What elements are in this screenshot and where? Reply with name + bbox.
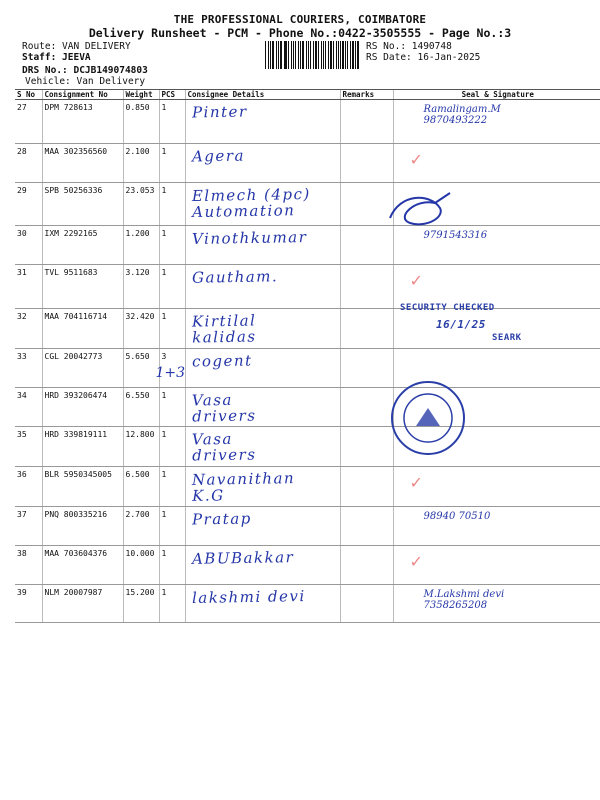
cell-consignment: CGL 20042773 (42, 349, 123, 388)
barcode-bar (340, 41, 341, 69)
consignee-handwriting: Elmech (4pc) Automation (191, 184, 311, 222)
cell-weight: 6.500 (123, 467, 159, 507)
cell-consignee (185, 226, 340, 265)
pcs-value: 1 (161, 186, 167, 195)
consignee-handwriting: Navanithan K.G (191, 469, 295, 505)
cell-consignee (185, 265, 340, 309)
cell-remarks (340, 349, 393, 388)
cell-consignee (185, 507, 340, 546)
round-seal (388, 378, 468, 458)
scribble-signature (385, 188, 455, 233)
barcode-bar (291, 41, 292, 69)
barcode-bar (357, 41, 358, 69)
stamp-date: 16/1/25 (436, 318, 486, 331)
cell-weight: 1.200 (123, 226, 159, 265)
cell-weight: 32.420 (123, 309, 159, 349)
rs-date: RS Date: 16-Jan-2025 (366, 52, 481, 63)
cell-sno: 33 (15, 349, 42, 388)
barcode-bar (342, 41, 343, 69)
cell-consignee (185, 546, 340, 585)
cell-remarks (340, 388, 393, 427)
pcs-value: 1 (161, 391, 167, 400)
col-signature: Seal & Signature (393, 90, 600, 100)
consignee-handwriting: Vasa drivers (191, 429, 257, 465)
consignee-handwriting: Vasa drivers (191, 390, 257, 426)
consignee-handwriting: Pratap (191, 509, 252, 529)
barcode-bar (306, 41, 307, 69)
cell-consignee (185, 585, 340, 623)
cell-signature (393, 100, 600, 144)
barcode-bar (347, 41, 348, 69)
cell-pcs (159, 467, 185, 507)
cell-pcs (159, 183, 185, 226)
col-consignment: Consignment No (42, 90, 123, 100)
rs-number: RS No.: 1490748 (366, 41, 452, 52)
table-row (15, 183, 600, 226)
col-consignee: Consignee Details (185, 90, 340, 100)
barcode-bar (318, 41, 319, 69)
barcode-bar (336, 41, 337, 69)
tick-mark-icon: ✓ (409, 150, 423, 169)
cell-sno: 34 (15, 388, 42, 427)
pcs-value: 1 (161, 312, 167, 321)
table-row (15, 349, 600, 388)
cell-weight: 0.850 (123, 100, 159, 144)
barcode-bar (298, 41, 299, 69)
consignee-handwriting: Kirtilal kalidas (191, 311, 257, 347)
cell-signature (393, 144, 600, 183)
cell-pcs (159, 388, 185, 427)
cell-consignment: IXM 2292165 (42, 226, 123, 265)
cell-signature (393, 585, 600, 623)
cell-remarks (340, 507, 393, 546)
col-weight: Weight (123, 90, 159, 100)
table-row (15, 427, 600, 467)
cell-signature (393, 507, 600, 546)
barcode-bar (323, 41, 324, 69)
barcode-bar (328, 41, 329, 69)
tick-mark-icon: ✓ (409, 473, 423, 492)
cell-weight: 23.053 (123, 183, 159, 226)
cell-consignment: HRD 393206474 (42, 388, 123, 427)
cell-sno: 31 (15, 265, 42, 309)
cell-consignment: MAA 704116714 (42, 309, 123, 349)
barcode-bar (295, 41, 296, 69)
cell-weight: 12.800 (123, 427, 159, 467)
pcs-value: 1 (161, 470, 167, 479)
table-row (15, 265, 600, 309)
barcode-bar (284, 41, 285, 69)
cell-weight: 2.700 (123, 507, 159, 546)
tick-mark-icon: ✓ (409, 552, 423, 571)
pcs-value: 1 (161, 103, 167, 112)
cell-pcs (159, 265, 185, 309)
barcode-bar (272, 41, 274, 69)
consignee-handwriting: cogent (191, 351, 253, 371)
barcode-bar (278, 41, 279, 69)
barcode-bar (268, 41, 269, 69)
cell-sno: 27 (15, 100, 42, 144)
col-remarks: Remarks (340, 90, 393, 100)
cell-signature (393, 265, 600, 309)
cell-sno: 35 (15, 427, 42, 467)
consignee-handwriting: Vinothkumar (191, 227, 307, 249)
cell-consignment: TVL 9511683 (42, 265, 123, 309)
cell-sno: 39 (15, 585, 42, 623)
cell-pcs (159, 309, 185, 349)
cell-sno: 36 (15, 467, 42, 507)
barcode-bar (302, 41, 304, 69)
drs-label: DRS No.: DCJB149074803 (22, 65, 148, 76)
barcode (265, 41, 360, 69)
table-row (15, 507, 600, 546)
company-name: THE PROFESSIONAL COURIERS, COIMBATORE (173, 13, 427, 26)
consignee-handwriting: Gautham. (191, 267, 278, 287)
barcode-bar (293, 41, 294, 69)
cell-pcs (159, 507, 185, 546)
cell-signature (393, 546, 600, 585)
cell-consignment: DPM 728613 (42, 100, 123, 144)
consignee-handwriting: lakshmi devi (191, 587, 306, 607)
cell-consignee (185, 144, 340, 183)
cell-consignee (185, 183, 340, 226)
cell-pcs (159, 226, 185, 265)
pcs-value: 1 (161, 549, 167, 558)
table-row (15, 144, 600, 183)
signature-handwriting: 9791543316 (423, 230, 488, 241)
cell-pcs (159, 427, 185, 467)
barcode-bar (333, 41, 334, 69)
cell-pcs (159, 100, 185, 144)
cell-sno: 32 (15, 309, 42, 349)
barcode-bar (330, 41, 332, 69)
pcs-value: 1 (161, 510, 167, 519)
barcode-bar (321, 41, 322, 69)
signature-handwriting: 98940 70510 (423, 511, 491, 522)
cell-remarks (340, 546, 393, 585)
pcs-handwritten-note: 1+3 (155, 365, 186, 381)
barcode-bar (345, 41, 346, 69)
cell-consignment: NLM 20007987 (42, 585, 123, 623)
pcs-value: 1 (161, 268, 167, 277)
barcode-bar (280, 41, 281, 69)
stamp-code: SEARK (492, 333, 522, 343)
col-sno: S No (15, 90, 42, 100)
consignee-handwriting: Pinter (191, 102, 248, 122)
table-row (15, 388, 600, 427)
barcode-bar (308, 41, 309, 69)
cell-pcs (155, 349, 186, 388)
cell-consignment: MAA 703604376 (42, 546, 123, 585)
table-row (15, 100, 600, 144)
pcs-value: 1 (161, 229, 167, 238)
cell-sno: 38 (15, 546, 42, 585)
cell-pcs (159, 546, 185, 585)
route-label: Route: VAN DELIVERY (22, 41, 131, 52)
cell-remarks (340, 309, 393, 349)
consignee-handwriting: Agera (191, 146, 245, 166)
table-row (15, 226, 600, 265)
cell-weight: 10.000 (123, 546, 159, 585)
barcode-bar (350, 41, 351, 69)
cell-weight: 5.650 (123, 349, 159, 388)
barcode-bar (270, 41, 271, 69)
cell-consignment: BLR 5950345005 (42, 467, 123, 507)
staff-label: Staff: JEEVA (22, 52, 91, 63)
cell-remarks (340, 585, 393, 623)
cell-pcs (159, 144, 185, 183)
barcode-bar (288, 41, 289, 69)
cell-remarks (340, 100, 393, 144)
pcs-value: 1 (161, 430, 167, 439)
cell-consignee (185, 349, 340, 388)
barcode-bar (325, 41, 326, 69)
barcode-bar (355, 41, 356, 69)
signature-handwriting: Ramalingam.M 9870493222 (423, 104, 501, 126)
vehicle-label: Vehicle: Van Delivery (25, 76, 146, 87)
barcode-bar (276, 41, 277, 69)
barcode-bar (300, 41, 301, 69)
barcode-bar (285, 41, 287, 69)
cell-sno: 37 (15, 507, 42, 546)
cell-signature (393, 467, 600, 507)
cell-remarks (340, 427, 393, 467)
cell-consignee (185, 100, 340, 144)
cell-consignee (185, 309, 340, 349)
barcode-bar (265, 41, 266, 69)
cell-consignee (185, 388, 340, 427)
tick-mark-icon: ✓ (409, 271, 423, 290)
barcode-bar (352, 41, 354, 69)
pcs-value: 1 (161, 588, 167, 597)
cell-remarks (340, 265, 393, 309)
cell-consignee (185, 427, 340, 467)
cell-pcs (159, 585, 185, 623)
cell-consignment: HRD 339819111 (42, 427, 123, 467)
cell-sno: 28 (15, 144, 42, 183)
cell-consignee (185, 467, 340, 507)
col-pcs: PCS (159, 90, 185, 100)
pcs-value: 1 (161, 147, 167, 156)
table-row (15, 467, 600, 507)
barcode-bar (338, 41, 339, 69)
cell-consignment: PNQ 800335216 (42, 507, 123, 546)
runsheet-table (15, 89, 600, 623)
cell-weight: 2.100 (123, 144, 159, 183)
consignee-handwriting: ABUBakkar (191, 548, 294, 568)
security-checked-stamp: SECURITY CHECKED (400, 303, 495, 313)
cell-sno: 29 (15, 183, 42, 226)
table-row (15, 585, 600, 623)
barcode-bar (310, 41, 311, 69)
cell-consignment: MAA 302356560 (42, 144, 123, 183)
sheet-title: Delivery Runsheet - PCM - Phone No.:0422-3505555 - Page No.:3 (88, 26, 512, 40)
cell-weight: 6.550 (123, 388, 159, 427)
cell-sno: 30 (15, 226, 42, 265)
pcs-value: 3 (161, 352, 167, 361)
cell-weight: 15.200 (123, 585, 159, 623)
barcode-bar (313, 41, 314, 69)
cell-weight: 3.120 (123, 265, 159, 309)
table-row (15, 546, 600, 585)
barcode-bar (315, 41, 317, 69)
signature-handwriting: M.Lakshmi devi 7358265208 (423, 589, 505, 611)
cell-remarks (340, 467, 393, 507)
cell-consignment: SPB 50256336 (42, 183, 123, 226)
table-header-row (15, 90, 600, 100)
cell-remarks (340, 144, 393, 183)
